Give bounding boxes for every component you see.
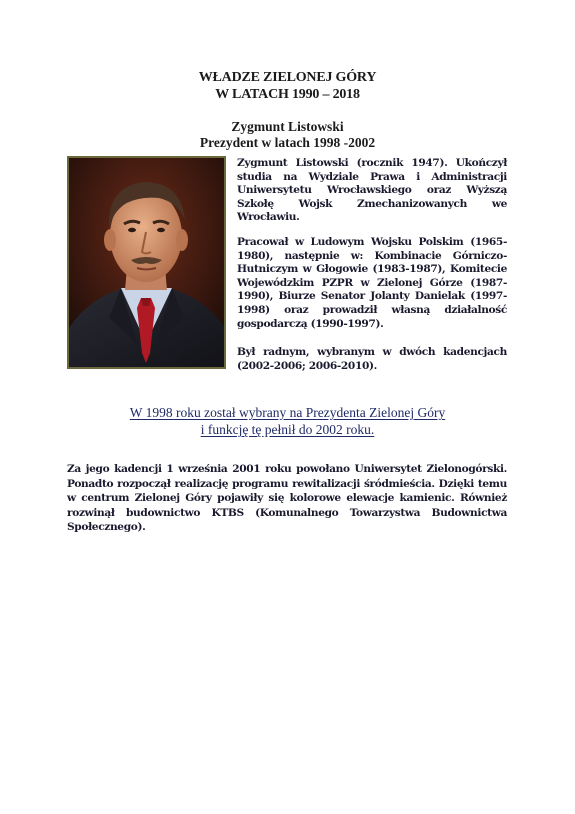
portrait-photo [67, 156, 226, 369]
highlight-line-1: W 1998 roku został wybrany na Prezydenta Zielonej Góry [129, 405, 446, 420]
summary-paragraph: Za jego kadencji 1 września 2001 roku powołano Uniwersytet Zielonogórski. Ponadto rozpoczął realizację programu rewitalizacji śródmieścia. Dzięki temu w centrum Zielonej Góry pojawiły się kolorowe elewacje kamienic. Również rozwinął budownictwo KTBS (Komunalnego Towarzystwa Budownictwa Społecznego). [67, 463, 507, 533]
document-title-line-2: W LATACH 1990 – 2018 [215, 87, 360, 102]
bio-paragraph: Pracował w Ludowym Wojsku Polskim (1965-1980), następnie w: Kombinacie Górniczo-Hutniczym w Głogowie (1983-1987), Komitecie Wojewódzkim PZPR w Zielonej Górze (1987-1990), Biurze Senator Jolanty Danielak (1997-1998) oraz prowadził własną działalność gospodarczą (1990-1997). [237, 236, 507, 330]
person-role: Prezydent w latach 1998 -2002 [199, 135, 376, 150]
bio-paragraph: Zygmunt Listowski (rocznik 1947). Ukończył studia na Wydziale Prawa i Administracji Uniwersytetu Wrocławskiego oraz Wyższą Szkołę Wojsk Zmechanizowanych we Wrocławiu. [237, 157, 507, 224]
highlight-line-2: i funkcję tę pełnił do 2002 roku. [200, 422, 375, 437]
bio-paragraph: Był radnym, wybranym w dwóch kadencjach (2002-2006; 2006-2010). [237, 346, 507, 372]
person-name: Zygmunt Listowski [231, 119, 344, 134]
document-title-line-1: WŁADZE ZIELONEJ GÓRY [198, 70, 377, 85]
